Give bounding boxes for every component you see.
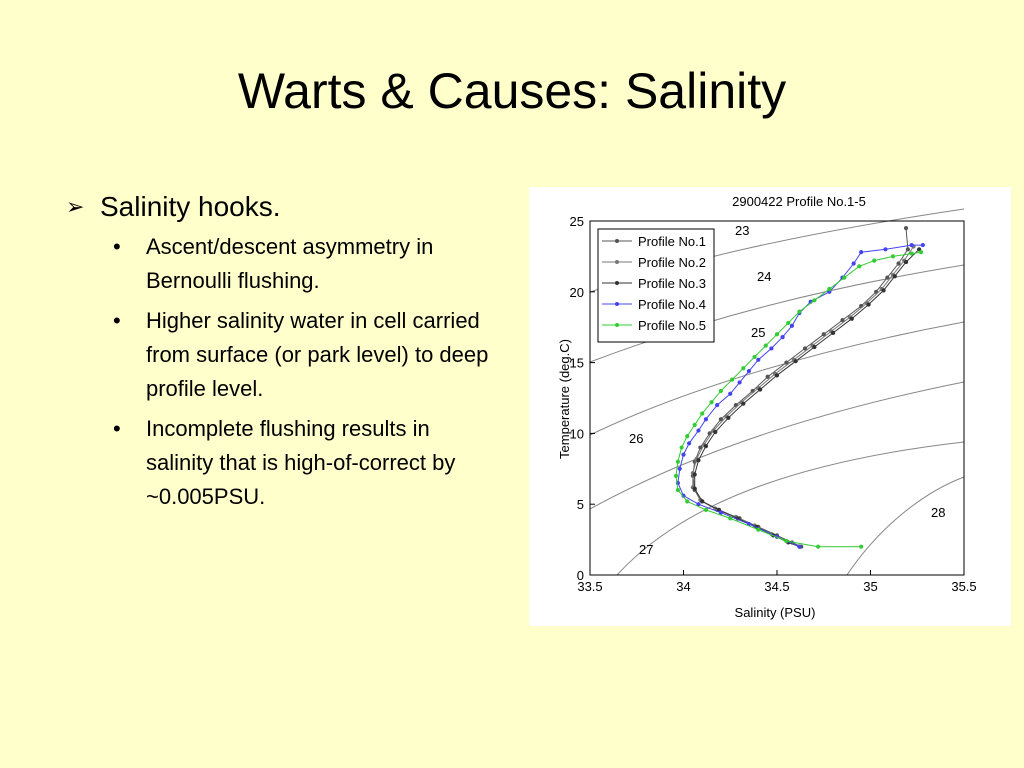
data-point xyxy=(859,545,863,549)
data-point xyxy=(676,460,680,464)
data-point xyxy=(910,252,914,256)
legend-label: Profile No.2 xyxy=(638,255,706,270)
data-point xyxy=(872,259,876,263)
y-tick-label: 5 xyxy=(576,497,584,513)
y-tick-label: 20 xyxy=(569,284,584,300)
bullet-text: Salinity hooks. xyxy=(100,191,281,222)
data-point xyxy=(921,243,925,247)
data-point xyxy=(798,545,802,549)
legend-marker xyxy=(615,323,619,327)
contour-label: 27 xyxy=(639,542,654,557)
data-point xyxy=(676,488,680,492)
data-point xyxy=(766,375,770,379)
data-point xyxy=(831,331,835,335)
slide-title: Warts & Causes: Salinity xyxy=(237,63,787,119)
x-axis-label: Salinity (PSU) xyxy=(734,605,816,620)
x-tick-label: 34.5 xyxy=(764,579,790,594)
data-point xyxy=(727,416,731,420)
sub-bullet xyxy=(113,304,496,406)
data-point xyxy=(704,508,708,512)
y-tick-label: 0 xyxy=(576,568,584,583)
data-point xyxy=(850,317,854,321)
contour-label: 25 xyxy=(751,325,766,340)
data-point xyxy=(704,444,708,448)
chart-title: 2900422 Profile No.1-5 xyxy=(732,194,866,209)
data-point xyxy=(813,345,817,349)
data-point xyxy=(816,545,820,549)
data-point xyxy=(906,248,910,252)
data-point xyxy=(867,303,871,307)
data-point xyxy=(758,388,762,392)
x-tick-label: 35 xyxy=(863,579,878,594)
data-point xyxy=(785,539,789,543)
density-contour xyxy=(847,477,964,575)
dot-bullet-icon: • xyxy=(113,308,121,333)
data-point xyxy=(728,392,732,396)
sub-bullet xyxy=(113,412,496,514)
y-tick-label: 25 xyxy=(569,214,584,229)
data-point xyxy=(697,459,701,463)
data-point xyxy=(693,423,697,427)
data-point xyxy=(730,378,734,382)
data-point xyxy=(678,467,682,471)
data-point xyxy=(674,474,678,478)
data-point xyxy=(843,276,847,280)
data-point xyxy=(919,250,923,254)
data-point xyxy=(715,403,719,407)
y-tick-label: 10 xyxy=(569,426,584,442)
data-point xyxy=(693,487,697,491)
x-tick-label: 35.5 xyxy=(951,579,977,594)
legend-marker xyxy=(615,260,619,264)
data-point xyxy=(697,429,701,433)
data-point xyxy=(685,434,689,438)
data-point xyxy=(891,255,895,259)
series-line xyxy=(695,249,919,546)
contour-label: 23 xyxy=(735,223,750,238)
data-point xyxy=(798,310,802,314)
legend-marker xyxy=(615,302,619,306)
data-point xyxy=(738,381,742,385)
ts-diagram-chart xyxy=(529,187,1011,626)
data-point xyxy=(813,298,817,302)
x-tick-label: 34 xyxy=(676,579,691,594)
data-point xyxy=(886,276,890,280)
bullet-level1 xyxy=(66,190,496,224)
data-point xyxy=(786,321,790,325)
series-group xyxy=(693,248,921,549)
legend-marker xyxy=(615,281,619,285)
sub-bullet xyxy=(113,230,496,298)
series-line xyxy=(693,247,914,547)
density-contour xyxy=(590,382,964,509)
data-point xyxy=(700,500,704,504)
data-point xyxy=(893,274,897,278)
density-contour xyxy=(617,442,964,575)
legend-label: Profile No.4 xyxy=(638,297,706,312)
data-point xyxy=(713,430,717,434)
x-tick-label: 33.5 xyxy=(577,579,603,594)
legend xyxy=(598,229,714,342)
data-point xyxy=(747,369,751,373)
contour-label: 28 xyxy=(931,505,946,520)
data-point xyxy=(884,248,888,252)
data-point xyxy=(897,262,901,266)
data-point xyxy=(770,347,774,351)
data-point xyxy=(685,500,689,504)
contour-label: 24 xyxy=(757,269,772,284)
data-point xyxy=(757,528,761,532)
y-axis-label: Temperature (deg.C) xyxy=(557,339,572,459)
data-point xyxy=(790,324,794,328)
sub-bullet-text: Higher salinity water in cell carried from surface (or park level) to deep profile level. xyxy=(146,308,489,401)
legend-label: Profile No.3 xyxy=(638,276,706,291)
dot-bullet-icon: • xyxy=(113,416,121,441)
data-point xyxy=(753,355,757,359)
arrow-bullet-icon: ➢ xyxy=(66,194,85,219)
data-point xyxy=(719,511,723,515)
y-tick-label: 15 xyxy=(569,355,584,371)
data-point xyxy=(710,400,714,404)
data-point xyxy=(693,473,697,477)
bullet-list xyxy=(66,190,496,520)
sub-bullet-text: Ascent/descent asymmetry in Bernoulli flushing. xyxy=(146,234,434,293)
data-point xyxy=(719,389,723,393)
data-point xyxy=(687,442,691,446)
legend-label: Profile No.1 xyxy=(638,234,706,249)
data-point xyxy=(781,335,785,339)
data-point xyxy=(775,332,779,336)
data-point xyxy=(859,250,863,254)
data-point xyxy=(680,446,684,450)
data-point xyxy=(882,289,886,293)
ts-diagram-figure xyxy=(529,187,1011,626)
legend-marker xyxy=(615,239,619,243)
dot-bullet-icon: • xyxy=(113,234,121,259)
data-point xyxy=(904,226,908,230)
data-point xyxy=(704,417,708,421)
data-point xyxy=(775,374,779,378)
data-point xyxy=(857,265,861,269)
data-point xyxy=(904,260,908,264)
data-point xyxy=(742,366,746,370)
legend-label: Profile No.5 xyxy=(638,318,706,333)
data-point xyxy=(910,243,914,247)
data-point xyxy=(742,402,746,406)
data-point xyxy=(728,517,732,521)
sub-bullet-text: Incomplete flushing results in salinity that is high-of-correct by ~0.005PSU. xyxy=(146,416,456,509)
data-point xyxy=(794,359,798,363)
data-point xyxy=(764,344,768,348)
contour-label: 26 xyxy=(629,431,644,446)
data-point xyxy=(700,412,704,416)
sub-bullet-list xyxy=(66,230,496,514)
data-point xyxy=(682,453,686,457)
data-point xyxy=(852,262,856,266)
data-point xyxy=(828,287,832,291)
series-line xyxy=(678,245,923,547)
data-point xyxy=(757,358,761,362)
